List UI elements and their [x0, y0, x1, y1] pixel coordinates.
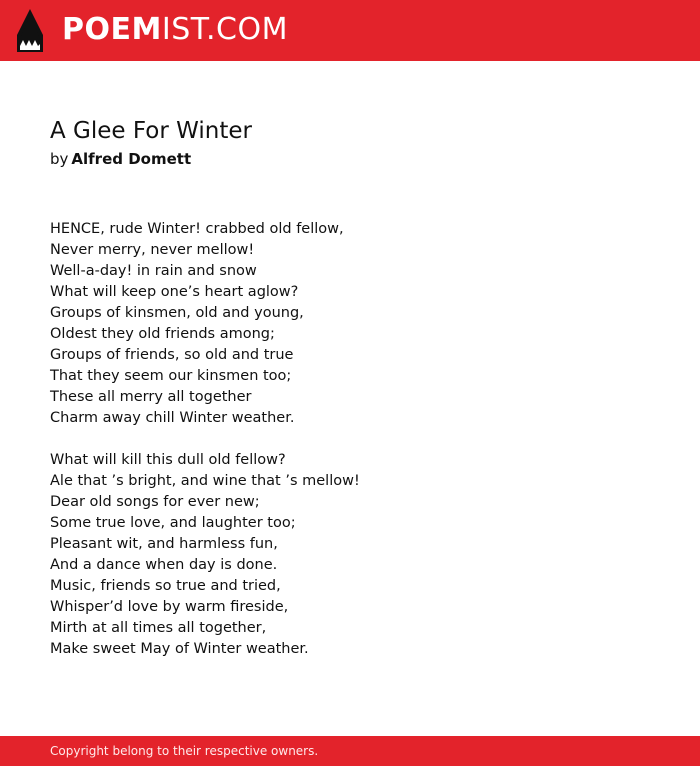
brand-name-light: IST.COM — [161, 12, 288, 47]
author-name: Alfred Domett — [71, 150, 192, 168]
ink-pen-nib-icon[interactable] — [17, 9, 43, 52]
poem-line: Groups of friends, so old and true — [50, 347, 294, 363]
brand-name-bold: POEM — [62, 12, 162, 47]
poem-line: Charm away chill Winter weather. — [50, 410, 295, 426]
poem-line: Groups of kinsmen, old and young, — [50, 305, 304, 321]
poem-line: Ale that ’s bright, and wine that ’s mellow! — [50, 473, 360, 489]
copyright-notice: Copyright belong to their respective owners. — [50, 744, 319, 758]
poem-title: A Glee For Winter — [50, 118, 252, 144]
poem-line: Whisper’d love by warm fireside, — [50, 599, 289, 615]
poem-line: HENCE, rude Winter! crabbed old fellow, — [50, 221, 344, 237]
poem-line: Dear old songs for ever new; — [50, 494, 260, 510]
poem-line: Pleasant wit, and harmless fun, — [50, 536, 278, 552]
poem-line: Some true love, and laughter too; — [50, 515, 296, 531]
stanza-1 — [50, 219, 650, 429]
site-logo[interactable] — [62, 11, 288, 49]
poem-line: Well-a-day! in rain and snow — [50, 263, 257, 279]
poem-line: What will kill this dull old fellow? — [50, 452, 286, 468]
poem-line: Music, friends so true and tried, — [50, 578, 281, 594]
site-header — [0, 0, 700, 61]
poem-line: And a dance when day is done. — [50, 557, 278, 573]
stanza-2 — [50, 450, 650, 660]
poem-line: That they seem our kinsmen too; — [50, 368, 292, 384]
byline-prefix: by — [50, 150, 69, 168]
poem-byline — [50, 148, 191, 170]
poem-line: Mirth at all times all together, — [50, 620, 267, 636]
poem-line: Make sweet May of Winter weather. — [50, 641, 309, 657]
poem-line: These all merry all together — [50, 389, 252, 405]
poem-line: What will keep one’s heart aglow? — [50, 284, 299, 300]
poem-line: Oldest they old friends among; — [50, 326, 275, 342]
site-footer — [0, 736, 700, 766]
poem-line: Never merry, never mellow! — [50, 242, 255, 258]
